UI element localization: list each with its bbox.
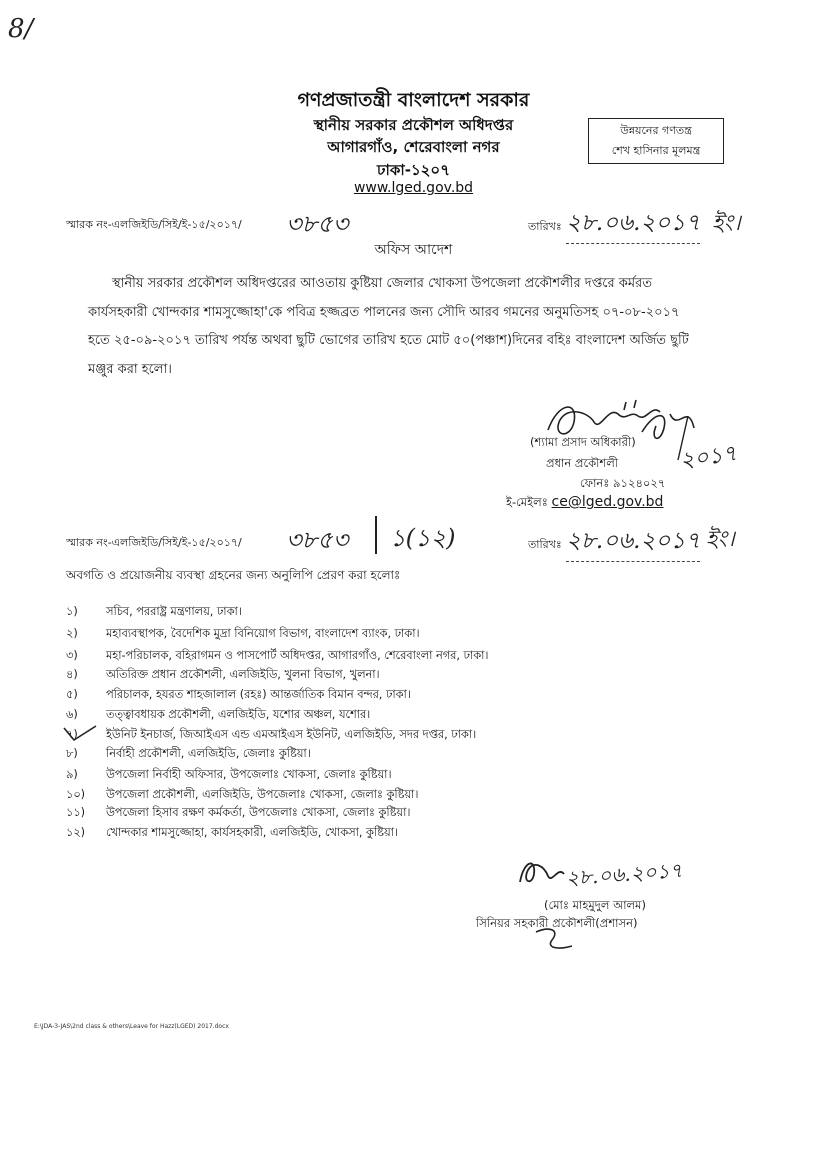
- memo2-date-handwritten: ২৮.০৬.২০১৭: [566, 522, 700, 562]
- handwritten-tick-mark: [60, 722, 100, 746]
- list-item: [66, 766, 392, 785]
- list-item-text: উপজেলা প্রকৌশলী, এলজিইডি, উপজেলাঃ খোকসা, জেলাঃ কুষ্টিয়া।: [106, 788, 419, 801]
- list-item-text: উপজেলা নির্বাহী অফিসার, উপজেলাঃ খোকসা, জেলাঃ কুষ্টিয়া।: [106, 768, 392, 781]
- list-item-text: নির্বাহী প্রকৌশলী, এলজিইডি, জেলাঃ কুষ্টিয়া।: [106, 747, 311, 760]
- list-item-number: ১২): [66, 826, 86, 839]
- list-item-text: ইউনিট ইনচার্জ, জিআইএস এন্ড এমআইএস ইউনিট, এলজিইডি, সদর দপ্তর, ঢাকা।: [106, 728, 477, 741]
- list-item: [66, 824, 398, 843]
- memo2-date-suffix: ইং।: [706, 527, 735, 552]
- list-item-text: সচিব, পররাষ্ট্র মন্ত্রণালয়, ঢাকা।: [106, 605, 242, 618]
- list-item: [66, 686, 411, 705]
- motto-line-1: উন্নয়নের গণতন্ত্র: [620, 124, 692, 137]
- list-item-number: ৪): [66, 668, 78, 681]
- memo2-ref-number-handwritten: ৩৮৫৩: [286, 526, 349, 554]
- list-item-number: ৭): [66, 728, 78, 741]
- office-order-title: অফিস আদেশ: [374, 242, 453, 258]
- signatory2-designation: সিনিয়র সহকারী প্রকৌশলী(প্রশাসন): [476, 916, 638, 930]
- list-item: [66, 625, 420, 644]
- list-item-number: ৬): [66, 708, 78, 721]
- list-item: [66, 804, 410, 823]
- header-address-line: আগারগাঁও, শেরেবাংলা নগর: [327, 138, 500, 156]
- list-item-text: অতিরিক্ত প্রধান প্রকৌশলী, এলজিইডি, খুলনা বিভাগ, খুলনা।: [106, 668, 380, 681]
- list-item-number: ২): [66, 627, 78, 640]
- list-item: [66, 706, 370, 725]
- signatory1-name: (শ্যামা প্রসাদ অধিকারী): [530, 435, 636, 449]
- list-item: [66, 745, 311, 764]
- memo1-date-handwritten: ২৮.০৬.২০১৭: [566, 204, 700, 244]
- list-item-text: উপজেলা হিসাব রক্ষণ কর্মকর্তা, উপজেলাঃ খোকসা, জেলাঃ কুষ্টিয়া।: [106, 806, 411, 819]
- memo2-handwritten-divider: [375, 516, 377, 554]
- signature2-handwritten-date: ২৮.০৬.২০১৭: [565, 857, 684, 891]
- corner-handwritten-mark: 8/: [8, 14, 34, 44]
- list-item-text: পরিচালক, হযরত শাহজালাল (রহঃ) আন্তর্জাতিক বিমান বন্দর, ঢাকা।: [106, 688, 411, 701]
- distribution-intro: অবগতি ও প্রয়োজনীয় ব্যবস্থা গ্রহনের জন্য অনুলিপি প্রেরণ করা হলোঃ: [66, 568, 401, 582]
- list-item: [66, 666, 380, 685]
- list-item-number: ১১): [66, 806, 86, 819]
- list-item-text: মহাব্যবস্থাপক, বৈদেশিক মুদ্রা বিনিয়োগ বিভাগ, বাংলাদেশ ব্যাংক, ঢাকা।: [106, 627, 420, 640]
- order-body: [88, 270, 708, 384]
- header-government-title: গণপ্রজাতন্ত্রী বাংলাদেশ সরকার: [297, 89, 530, 111]
- signatory1-phone: ফোনঃ ৯১২৪০২৭: [580, 476, 666, 490]
- list-item: [66, 647, 488, 666]
- motto-line-2: শেখ হাসিনার মূলমন্ত্র: [611, 144, 701, 157]
- header-department-title: স্থানীয় সরকার প্রকৌশল অধিদপ্তর: [313, 116, 514, 134]
- memo1-ref-label: স্মারক নং-এলজিইডি/সিই/ই-১৫/২০১৭/: [66, 218, 242, 231]
- footer-file-path: E:\JDA-3-JAS\2nd class & others\Leave for Hazz(LGED) 2017.docx: [34, 1023, 229, 1030]
- body-line-3: হতে ২৫-০৯-২০১৭ তারিখ পর্যন্ত অথবা ছুটি ভোগের তারিখ হতে মোট ৫০(পঞ্চাশ)দিনের বহিঃ বাংলাদেশ অর্জিত ছুটি: [88, 333, 689, 348]
- signatory2-name: (মোঃ মাহমুদুল আলম): [544, 898, 646, 912]
- signatory1-email-row: [506, 494, 663, 513]
- memo2-date-label: তারিখঃ: [528, 538, 562, 551]
- motto-box: [588, 118, 724, 164]
- list-item-number: ১০): [66, 788, 86, 801]
- signatory1-email-label: ই-মেইলঃ: [506, 495, 552, 509]
- body-line-4: মঞ্জুর করা হলো।: [88, 361, 172, 377]
- list-item: [66, 603, 242, 622]
- signatory1-designation: প্রধান প্রকৌশলী: [546, 456, 619, 470]
- initial-scribble: [530, 924, 580, 954]
- memo1-ref-number-handwritten: ৩৮৫৩: [286, 210, 349, 238]
- list-item-text: খোন্দকার শামসুজ্জোহা, কার্যসহকারী, এলজিইডি, খোকসা, কুষ্টিয়া।: [106, 826, 398, 839]
- list-item-text: মহা-পরিচালক, বহিরাগমন ও পাসপোর্ট অধিদপ্তর, আগারগাঁও, শেরেবাংলা নগর, ঢাকা।: [106, 649, 489, 662]
- memo2-ref-extra-handwritten: ১(১২): [390, 524, 456, 552]
- list-item-number: ৯): [66, 768, 78, 781]
- memo2-ref-label: স্মারক নং-এলজিইডি/সিই/ই-১৫/২০১৭/: [66, 536, 242, 549]
- body-line-1: স্থানীয় সরকার প্রকৌশল অধিদপ্তরের আওতায় কুষ্টিয়া জেলার খোকসা উপজেলা প্রকৌশলীর দপ্তরে কর্মরত: [112, 276, 652, 291]
- memo1-date-suffix: ইং।: [712, 211, 741, 236]
- header-website-link[interactable]: www.lged.gov.bd: [353, 180, 474, 196]
- list-item-text: তত্ত্বাবধায়ক প্রকৌশলী, এলজিইডি, যশোর অঞ্চল, যশোর।: [106, 708, 371, 721]
- list-item: [66, 726, 476, 745]
- body-line-2: কার্যসহকারী খোন্দকার শামসুজ্জোহা'কে পবিত্র হজ্জব্রত পালনের জন্য সৌদি আরব গমনের অনুমতিসহ ০৭-০৮-২০১৭: [88, 304, 680, 320]
- memo1-date-label: তারিখঃ: [528, 220, 562, 233]
- list-item-number: ১): [66, 605, 78, 618]
- list-item-number: ৫): [66, 688, 78, 701]
- list-item-number: ৮): [66, 747, 78, 760]
- list-item-number: ৩): [66, 649, 78, 662]
- header-city-line: ঢাকা-১২০৭: [377, 161, 450, 179]
- signature1-handwritten-year: ২০১৭: [678, 441, 739, 474]
- list-item: [66, 786, 418, 805]
- signatory1-email-link[interactable]: ce@lged.gov.bd: [551, 494, 664, 510]
